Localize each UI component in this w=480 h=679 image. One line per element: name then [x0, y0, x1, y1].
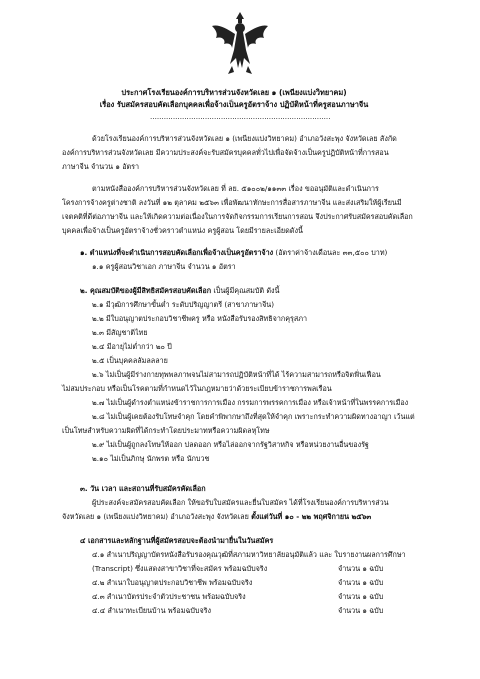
- application-dates: ตั้งแต่วันที่ ๑๐ - ๒๒ พฤศจิกายน ๒๕๖๓: [251, 512, 372, 521]
- basis-line: เจตคติที่ดีต่อภาษาจีน และให้เกิดความต่อเนื่องในการจัดกิจกรรมการเรียนการสอน จึงประกาศรับสมัครสอบคัดเลือก: [62, 212, 413, 221]
- qualification-item: ๒.๑ มีวุฒิการศึกษาขั้นต่ำ ระดับปริญญาตรี (สาขาภาษาจีน): [92, 300, 275, 309]
- document-item: (Transcript) ซึ่งแสดงสาขาวิชาที่จะสมัคร พร้อมฉบับจริง: [92, 564, 268, 573]
- qualification-item: ๒.๖ ไม่เป็นผู้มีร่างกายทุพพลภาพจนไม่สามารถปฏิบัติหน้าที่ได้ ไร้ความสามารถหรือจิตฟั่นเฟือน: [92, 370, 381, 379]
- document-count: จำนวน ๑ ฉบับ: [338, 606, 384, 615]
- section-1-heading: [80, 248, 387, 258]
- document-count: จำนวน ๑ ฉบับ: [338, 564, 384, 573]
- intro-line: ด้วยโรงเรียนองค์การบริหารส่วนจังหวัดเลย ๑ (เพนียงแบ่งวิทยาคม) อำเภอวังสะพุง จังหวัดเลย สังกัด: [92, 134, 397, 143]
- qualification-item: ๒.๘ ไม่เป็นผู้เคยต้องรับโทษจำคุก โดยคำพิพากษาถึงที่สุดให้จำคุก เพราะกระทำความผิดทางอาญา เว้นแต่: [92, 412, 415, 421]
- qualification-item: ๒.๓ มีสัญชาติไทย: [92, 328, 148, 337]
- section-3-line: [62, 512, 371, 522]
- title-separator: ...............................................................................: [150, 112, 331, 121]
- intro-line: องค์การบริหารส่วนจังหวัดเลย มีความประสงค์จะรับสมัครบุคคลทั่วไปเพื่อจัดจ้างเป็นครูปฏิบัติหน้าที่การสอน: [62, 148, 389, 157]
- document-item: ๔.๓ สำเนาบัตรประจำตัวประชาชน พร้อมฉบับจริง: [92, 592, 246, 601]
- qualification-item: ๒.๕ เป็นบุคคลลัมลลลาย: [92, 356, 168, 365]
- section-2-note: เป็นผู้มีคุณสมบัติ ดังนี้: [213, 286, 280, 295]
- basis-line: โครงการจ้างครูต่างชาติ ลงวันที่ ๑๒ ตุลาคม ๒๕๖๓ เพื่อพัฒนาทักษะการสื่อสารภาษาจีน และส่งเสริมให้ผู้เรียนมี: [62, 198, 402, 207]
- section-1-item: ๑.๑ ครูผู้สอนวิชาเอก ภาษาจีน จำนวน ๑ อัตรา: [92, 262, 236, 271]
- section-4-heading: ๔ เอกสารและหลักฐานที่ผู้สมัครสอบจะต้องนำมายื่นในวันสมัคร: [80, 536, 274, 545]
- basis-line: ตามหนังสือองค์การบริหารส่วนจังหวัดเลย ที่ ลย. ๕๑๐๐๒/๑๑๓๓ เรื่อง ขออนุมัติและดำเนินการ: [92, 184, 379, 193]
- section-1-title: ๑. ตำแหน่งที่จะดำเนินการสอบคัดเลือกเพื่อจ้างเป็นครูอัตราจ้าง: [80, 248, 274, 257]
- qualification-item: เป็นโทษสำหรับความผิดที่ได้กระทำโดยประมาทหรือความผิดลหุโทษ: [62, 426, 270, 435]
- section-1-wage-note: (อัตราค่าจ้างเดือนละ ๓๓,๕๐๐ บาท): [275, 248, 388, 257]
- section-3-heading: ๓. วัน เวลา และสถานที่รับสมัครคัดเลือก: [80, 484, 206, 493]
- qualification-item: ๒.๙ ไม่เป็นผู้ถูกลงโทษให้ออก ปลดออก หรือไล่ออกจากรัฐวิสาหกิจ หรือหน่วยงานอื่นของรัฐ: [92, 440, 369, 449]
- announcement-subject: เรื่อง รับสมัครสอบคัดเลือกบุคคลเพื่อจ้างเป็นครูอัตราจ้าง ปฏิบัติหน้าที่ครูสอนภาษาจีน: [99, 100, 369, 109]
- document-count: จำนวน ๑ ฉบับ: [338, 592, 384, 601]
- document-item: ๔.๑ สำเนาปริญญาบัตรหนังสือรับรองคุณวุฒิที่สภามหาวิทยาลัยอนุมัติแล้ว และ ใบรายงานผลการศึกษา: [92, 550, 406, 559]
- basis-line: บุคคลเพื่อจ้างเป็นครูอัตราจ้างชั่วคราวตำแหน่ง ครูผู้สอน โดยมีรายละเอียดดังนี้: [62, 226, 303, 235]
- document-item: ๔.๒ สำเนาใบอนุญาตประกอบวิชาชีพ พร้อมฉบับจริง: [92, 578, 253, 587]
- section-2-heading: [80, 286, 279, 296]
- application-location: จังหวัดเลย ๑ (เพนียงแบ่งวิทยาคม) อำเภอวังสะพุง จังหวัดเลย: [62, 512, 249, 521]
- document-count: จำนวน ๑ ฉบับ: [338, 578, 384, 587]
- announcement-title: ประกาศโรงเรียนองค์การบริหารส่วนจังหวัดเลย ๑ (เพนียงแบ่งวิทยาคม): [121, 88, 347, 97]
- qualification-item: ๒.๗ ไม่เป็นผู้ดำรงตำแหน่งข้าราชการการเมือง กรรมการพรรคการเมือง หรือเจ้าหน้าที่ในพรรคการเมือง: [92, 398, 409, 407]
- section-3-line: ผู้ประสงค์จะสมัครสอบคัดเลือก ให้ขอรับใบสมัครและยื่นใบสมัคร ได้ที่โรงเรียนองค์การบริหารส่วน: [92, 498, 389, 507]
- qualification-item: ไม่สมประกอบ หรือเป็นโรคตามที่กำหนดไว้ในกฎหมายว่าด้วยระเบียบข้าราชการพลเรือน: [62, 384, 332, 393]
- document-item: ๔.๔ สำเนาทะเบียนบ้าน พร้อมฉบับจริง: [92, 606, 212, 615]
- qualification-item: ๒.๑๐ ไม่เป็นภิกษุ นักพรต หรือ นักบวช: [92, 454, 210, 463]
- intro-line: ภาษาจีน จำนวน ๑ อัตรา: [62, 162, 140, 171]
- section-2-title: ๒. คุณสมบัติของผู้มีสิทธิสมัครสอบคัดเลือก: [80, 286, 212, 295]
- garuda-emblem-icon: [210, 10, 270, 78]
- qualification-item: ๒.๒ มีใบอนุญาตประกอบวิชาชีพครู หรือ หนังสือรับรองสิทธิจากคุรุสภา: [92, 314, 308, 323]
- qualification-item: ๒.๔ มีอายุไม่ต่ำกว่า ๒๐ ปี: [92, 342, 172, 351]
